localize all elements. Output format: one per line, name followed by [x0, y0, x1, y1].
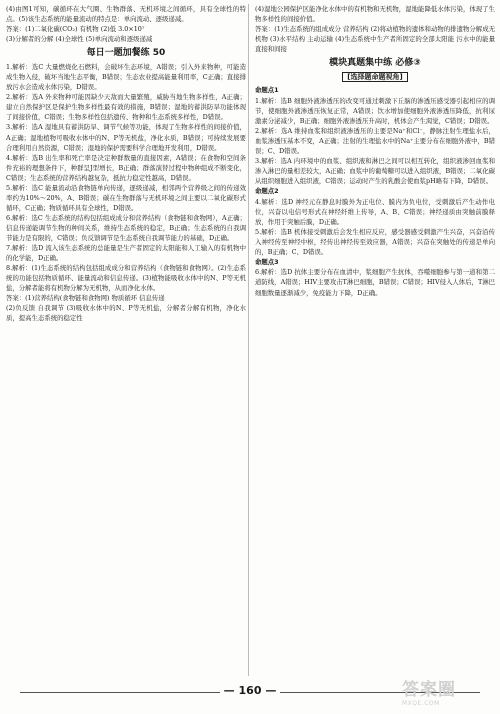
explanation-item: 2.解析：选A 维持血浆和组织液渗透压的主要是Na⁺和Cl⁻，静脉注射生理盐水后，血浆渗透压基本不变，A正确；注射的生理盐水中的Na⁺主要分布在细胞外液中，B错误；C、D错误。 — [255, 126, 495, 155]
left-column — [6, 4, 246, 676]
watermark-logo — [402, 680, 496, 712]
topic-label: 命题点2 — [255, 187, 279, 196]
explanation-item: 6.解析：选C 生态系统的结构包括组成成分和营养结构（食物链和食物网），A正确；信息传递能调节生物的种间关系，维持生态系统的稳定，B正确；生态系统的自我调节能力是有限的，C错误；负反馈调节是生态系统自我调节能力的基础，D正确。 — [6, 213, 246, 242]
explanation-item: 2.解析：选A 外来物种可能因缺少天敌而大量繁殖，威胁当地生物多样性，A正确；建立自然保护区是保护生物多样性最有效的措施，B错误；湿地的蓄洪防旱功能体现了间接价值，C错误；生物多样性包括遗传、物种和生态系统多样性，D错误。 — [6, 93, 246, 122]
left-top-answer-continued: (3)分解者的分解 (4)全球性 (5)单向流动和逐级递减 — [6, 35, 153, 44]
explanation-item: 8.解析：(1)生态系统的结构包括组成成分和营养结构（食物链和食物网）。(2)生态系统的功能包括物质循环、能量流动和信息传递。(3)植物能吸收水体中的N、P等无机盐，分解者能将有机物分解为无机物，从而净化水体。 — [6, 264, 246, 293]
explanation-item: 4.解析：选D 神经元在静息时膜外为正电位、膜内为负电位，受刺激后产生动作电位，兴奋以电信号形式在神经纤维上传导，A、B、C错误；神经递质由突触前膜释放，作用于突触后膜，D正确。 — [255, 197, 495, 226]
subsection-title-choice-questions — [255, 72, 495, 83]
right-top-paragraph: (4)湿地公园保护区能净化水体中的有机物和无机物，湿地能降低水体污染，体现了生物多样性的间接价值。 — [255, 5, 495, 24]
topic-label: 命题点3 — [255, 257, 279, 266]
section-title-daily-practice: 每日一题加餐练 50 — [86, 48, 166, 59]
explanation-item: 5.解析：选C 能量流动沿食物链单向传递，逐级递减，相邻两个营养级之间的传递效率约为10%～20%，A、B错误；碳在生物群落与无机环境之间主要以二氧化碳形式循环，C正确；物质循环具有全球性，D错误。 — [6, 183, 246, 212]
left-top-answer: 答案：(1)二氧化碳(CO₂) 有机物 (2)低 3.0×10⁷ — [6, 25, 145, 34]
right-top-answer: 答案：(1)生态系统的组成成分 营养结构 (2)将动植物的遗体和动物的排遗物分解成无机物 (3)水平结构 主动运输 (4)生态系统中生产者所固定的全部太阳能 污水中的能量 直接和间接 — [255, 25, 495, 54]
left-top-paragraph: (4)由图1可知，碳循环在大气圈、生物群落、无机环境之间循环，具有全球性的特点。(5)该生态系统的能量流动的特点是：单向流动、逐级递减。 — [6, 5, 246, 24]
subsection-title-text: [选择题命题视角] — [342, 72, 407, 82]
explanation-item: 5.解析：选B 机体接受刺激后会发生相应反应，感受器感受刺激产生兴奋，兴奋沿传入神经传至神经中枢，经传出神经传至效应器，A错误；兴奋在突触处的传递是单向的，B正确；C、D错误。 — [255, 227, 495, 256]
page-number-value: 160 — [238, 684, 262, 697]
explanation-item: 7.解析：选D 流入该生态系统的总能量是生产者固定的太阳能和人工输入的有机物中的化学能，D正确。 — [6, 244, 246, 263]
watermark-url: MXQE.COM — [402, 700, 440, 707]
watermark-text: 答案圈 — [402, 680, 456, 700]
right-column — [255, 4, 495, 676]
explanation-item: 3.解析：选A 内环境中的血浆、组织液和淋巴之间可以相互转化，组织液渗回血浆和渗入淋巴的量相差较大，A正确；血浆中的葡萄糖可以进入组织液，B错误；二氧化碳从组织细胞进入组织液，C错误；运动时产生的乳酸会使血浆pH略有下降，D错误。 — [255, 157, 495, 186]
answer-line: (2)负反馈 自我调节 (3)吸收水体中的N、P等无机盐，分解者分解有机物，净化水质，提高生态系统的稳定性 — [6, 304, 246, 323]
column-divider — [248, 4, 249, 676]
page-number: — 160 — — [223, 684, 277, 697]
explanation-item: 4.解析：选B 出生率和死亡率是决定种群数量的直接因素，A错误；在食物和空间条件充裕的理想条件下，种群呈J型增长，B正确；群落演替过程中物种组成不断变化，C错误；生态系统的营养结构越复杂，抵抗力稳定性越高，D错误。 — [6, 153, 246, 182]
explanation-item: 6.解析：选D 抗体主要分布在血清中，浆细胞产生抗体，吞噬细胞参与第一道和第二道防线，A错误；HIV主要攻击T淋巴细胞，B错误；C错误；HIV侵入人体后，T淋巴细胞数量逐渐减少，免疫能力下降，D正确。 — [255, 268, 495, 297]
explanation-item: 1.解析：选B 细胞外液渗透压的改变可通过刺激下丘脑的渗透压感受器引起相应的调节，使细胞外液渗透压恢复正常，A错误；饮水增加使细胞外液渗透压降低，抗利尿激素分泌减少，B正确；细胞外液渗透压升高时，机体会产生渴觉，C错误；D错误。 — [255, 96, 495, 125]
explanation-item: 1.解析：选C 大量燃烧化石燃料，会破坏生态环境，A错误；引入外来物种，可能造成生物入侵，破坏当地生态平衡，B错误；生态农业提高能量利用率，C正确；直接排放污水会造成水体污染，D错误。 — [6, 63, 246, 92]
explanation-item: 3.解析：选A 湿地具有蓄洪防旱、调节气候等功能，体现了生物多样性的间接价值，A正确；湿地植物可吸收水体中的N、P等无机盐，净化水质，B错误；可持续发展要合理利用自然资源，C错误；湿地的保护需要科学合理地开发利用，D错误。 — [6, 123, 246, 152]
section-title-module-review: 模块真题集中练 必修③ — [329, 58, 421, 69]
answer-line: 答案：(1)营养结构(食物链和食物网) 物质循环 信息传递 — [6, 294, 165, 303]
topic-label: 命题点1 — [255, 86, 279, 95]
